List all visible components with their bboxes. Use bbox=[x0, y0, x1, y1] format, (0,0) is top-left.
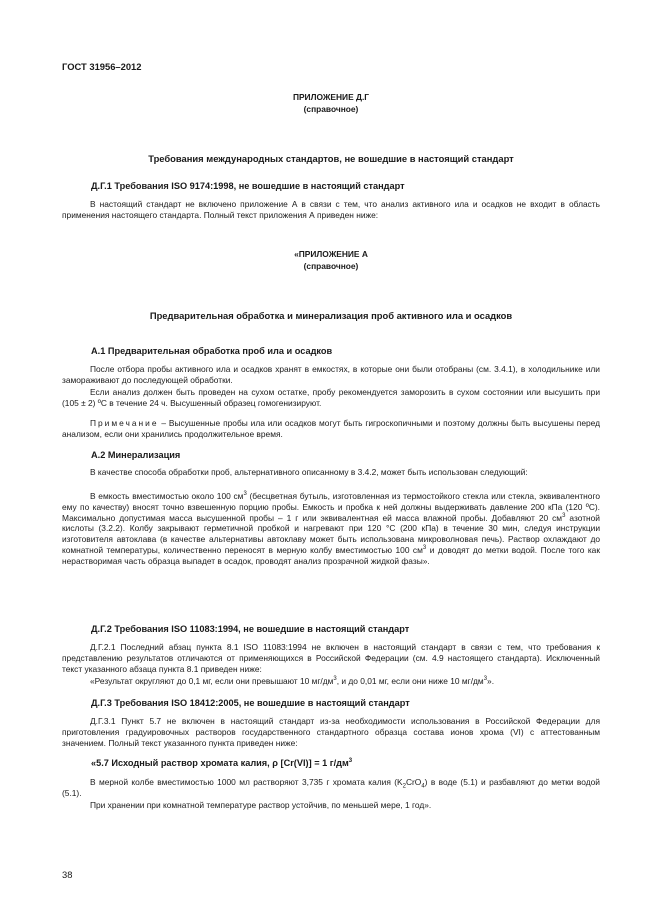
page-number: 38 bbox=[62, 869, 73, 880]
appendix-subtitle: (справочное) bbox=[303, 104, 359, 114]
section-dg2-paragraph: Д.Г.2.1 Последний абзац пункта 8.1 ISO 11083:1994 не включен в настоящий стандарт в связи с тем, что требования к представлению результатов отличаются от применяющихся в Российской Федерации (см. 4.9 настоящего стандарта). Исключенный текст указанного абзаца пункта 8.1 приведен ниже: bbox=[62, 642, 600, 674]
section-a2-heading: А.2 Минерализация bbox=[91, 450, 181, 460]
section-a2-paragraph-1: В качестве способа обработки проб, альтернативного описанному в 3.4.2, может быть использован следующий: bbox=[90, 467, 528, 477]
section-dg1-heading: Д.Г.1 Требования ISO 9174:1998, не вошедшие в настоящий стандарт bbox=[91, 181, 405, 191]
section-dg2-heading: Д.Г.2 Требования ISO 11083:1994, не вошедшие в настоящий стандарт bbox=[91, 624, 410, 634]
section-dg1-paragraph: В настоящий стандарт не включено приложение А в связи с тем, что анализ активного ила и осадков не входит в область применения настоящего стандарта. Полный текст приложения А приведен ниже: bbox=[62, 199, 600, 220]
section-a1-heading: А.1 Предварительная обработка проб ила и осадков bbox=[91, 346, 333, 356]
section-a1-paragraph-1: После отбора пробы активного ила и осадков хранят в емкостях, в которые они были отобраны (см. 3.4.1), в холодильнике или замораживают до последующей обработки. bbox=[62, 364, 600, 385]
section-a2-paragraph-2: В емкость вместимостью около 100 $см^3$ (бесцветная бутыль, изготовленная из термостойкого стекла или стекла, эквивалентного ему по качеству) вносят точно взвешенную порцию пробы. Емкость и пробка к ней должны выдерживать давление 200 кПа (120 ºС). Максимально допустимая масса высушенной пробы – 1 г или эквивалентная ей масса влажной пробы. Добавляют 20 $см^3$ азотной кислоты (3.2.2). Колбу закрывают герметичной пробкой и нагревают при 120 °С (200 кПа) в течение 30 мин, следуя инструкции изготовителя автоклава (в качестве альтернативы автоклаву может быть использована микроволновая печь). Раствор охлаждают до комнатной температуры, количественно переносят в мерную колбу вместимостью 100 $см^3$ и доводят до метки водой. После того как нерастворимая часть образца выпадет в осадок, проводят анализ прозрачной жидкой фазы». bbox=[62, 491, 601, 566]
appendix-a-title: «ПРИЛОЖЕНИЕ А bbox=[294, 249, 368, 259]
appendix-a-subtitle: (справочное) bbox=[303, 261, 359, 271]
section-dg2-quote: «Результат округляют до 0,1 мг, если они превышают 10 $мг/дм^3$, и до 0,01 мг, если они ниже 10 $мг/дм^3$». bbox=[90, 676, 495, 686]
standard-header: ГОСТ 31956–2012 bbox=[62, 61, 142, 72]
section-dg3-paragraph-3: При хранении при комнатной температуре раствор устойчив, по меньшей мере, 1 год». bbox=[90, 800, 432, 810]
section-dg3-paragraph-2: В мерной колбе вместимостью 1000 мл растворяют 3,735 г хромата калия $(K_2CrO_4)$ в воде (5.1) и разбавляют до метки водой (5.1). bbox=[62, 777, 600, 798]
note-label: Примечание bbox=[90, 418, 159, 428]
section-57-heading: «5.7 Исходный раствор хромата калия, ρ [Cr(VI)] = 1 $г/дм^3$ bbox=[91, 757, 353, 768]
section-a1-note: Примечание – Высушенные пробы ила или осадков могут быть гигроскопичными и поэтому должны быть высушены перед анализом, если они хранились продолжительное время. bbox=[62, 418, 600, 439]
section-a1-paragraph-2: Если анализ должен быть проведен на сухом остатке, пробу рекомендуется заморозить в сухом состоянии или высушить при (105 ± 2) ºС в течение 24 ч. Высушенный образец гомогенизируют. bbox=[62, 387, 600, 408]
main-title: Требования международных стандартов, не вошедшие в настоящий стандарт bbox=[148, 153, 514, 164]
appendix-title: ПРИЛОЖЕНИЕ Д.Г bbox=[292, 92, 370, 102]
appendix-a-heading: Предварительная обработка и минерализация проб активного ила и осадков bbox=[149, 310, 513, 321]
section-dg3-heading: Д.Г.3 Требования ISO 18412:2005, не вошедшие в настоящий стандарт bbox=[91, 698, 410, 708]
section-dg3-paragraph: Д.Г.3.1 Пункт 5.7 не включен в настоящий стандарт из-за необходимости использования в Российской Федерации для приготовления градуировочных растворов государственного стандартного образца состава ионов хрома (VI) с аттестованным значением. Полный текст указанного пункта приведен ниже: bbox=[62, 716, 600, 748]
